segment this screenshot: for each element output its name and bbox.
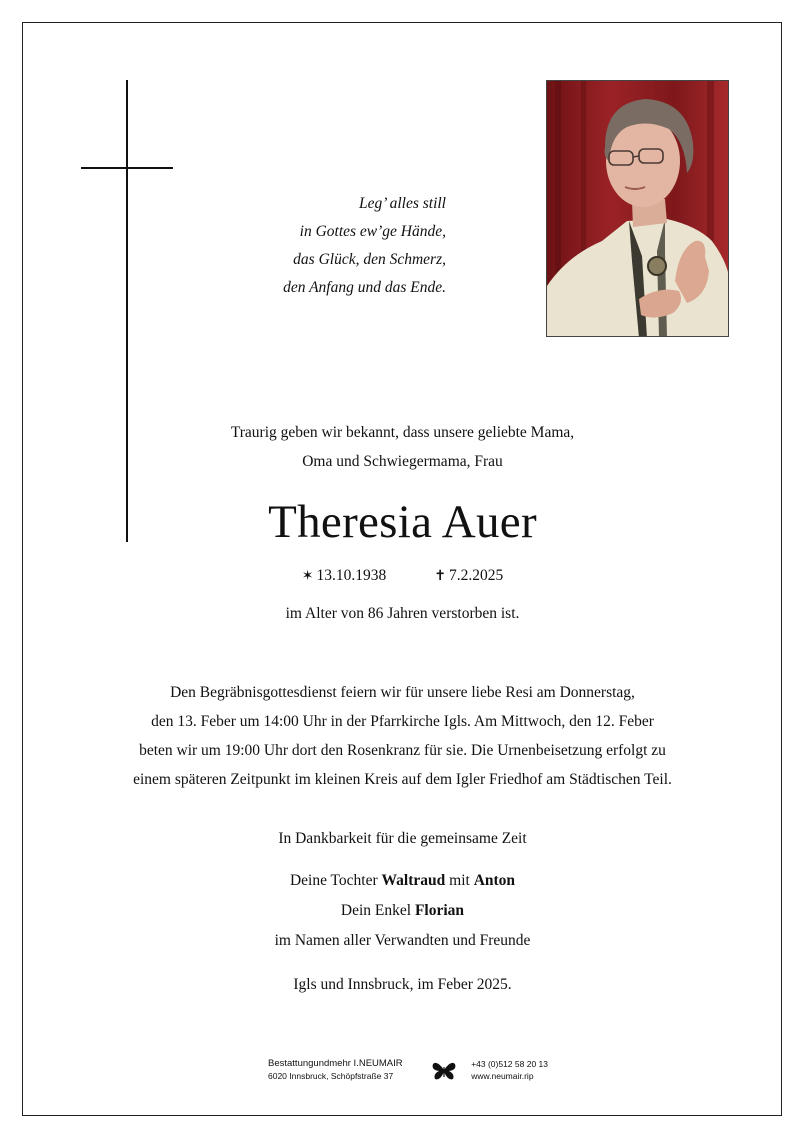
service-line: den 13. Feber um 14:00 Uhr in der Pfarrkirche Igls. Am Mittwoch, den 12. Feber: [151, 713, 654, 730]
deceased-name: Theresia Auer: [268, 496, 537, 548]
death-date-group: [434, 564, 503, 588]
intro-line: Oma und Schwiegermama, Frau: [302, 453, 503, 470]
verse: [220, 190, 446, 302]
family-text: Dein Enkel: [340, 902, 415, 919]
family-name: Florian: [414, 902, 465, 919]
footer-address: 6020 Innsbruck, Schöpfstraße 37: [268, 1071, 394, 1081]
thanks-line: In Dankbarkeit für die gemeinsame Zeit: [278, 830, 527, 847]
age-text: im Alter von 86 Jahren verstorben ist.: [285, 605, 520, 622]
intro-line: Traurig geben wir bekannt, dass unsere geliebte Mama,: [230, 424, 575, 441]
life-dates: [40, 564, 765, 588]
portrait-photo: [546, 80, 729, 337]
family-line-grandson: [40, 896, 765, 926]
verse-line: in Gottes ew’ge Hände,: [299, 223, 446, 240]
footer-phone: +43 (0)512 58 20 13: [471, 1059, 548, 1069]
family-line-relatives: im Namen aller Verwandten und Freunde: [274, 932, 531, 949]
footer-left: [268, 1058, 403, 1082]
funeral-home-footer: [268, 1058, 568, 1088]
footer-brand: Bestattungundmehr I.NEUMAIR: [268, 1058, 403, 1069]
verse-line: das Glück, den Schmerz,: [293, 251, 446, 268]
place-date: Igls und Innsbruck, im Feber 2025.: [293, 976, 512, 993]
death-date: 7.2.2025: [448, 567, 504, 584]
family-text: mit: [445, 872, 474, 889]
announcement-intro: [40, 418, 765, 476]
cross-small-icon: ✝: [434, 568, 446, 584]
family-signature: [40, 866, 765, 956]
cross-icon-bar: [81, 167, 173, 169]
service-paragraph: [40, 678, 765, 794]
service-line: Den Begräbnisgottesdienst feiern wir für unsere liebe Resi am Donnerstag,: [170, 684, 635, 701]
star-icon: ✶: [301, 568, 314, 584]
service-line: einem späteren Zeitpunkt im kleinen Kreis auf dem Igler Friedhof am Städtischen Teil.: [133, 771, 672, 788]
family-text: Deine Tochter: [289, 872, 382, 889]
verse-line: den Anfang und das Ende.: [283, 279, 446, 296]
butterfly-icon: [431, 1058, 457, 1082]
footer-right: [471, 1058, 548, 1082]
family-name: Anton: [473, 872, 516, 889]
birth-date-group: [302, 564, 386, 588]
footer-website: www.neumair.rip: [471, 1071, 534, 1081]
family-name: Waltraud: [381, 872, 446, 889]
family-line-daughter: [40, 866, 765, 896]
verse-line: Leg’ alles still: [359, 195, 446, 212]
birth-date: 13.10.1938: [316, 567, 387, 584]
service-line: beten wir um 19:00 Uhr dort den Rosenkranz für sie. Die Urnenbeisetzung erfolgt zu: [139, 742, 666, 759]
